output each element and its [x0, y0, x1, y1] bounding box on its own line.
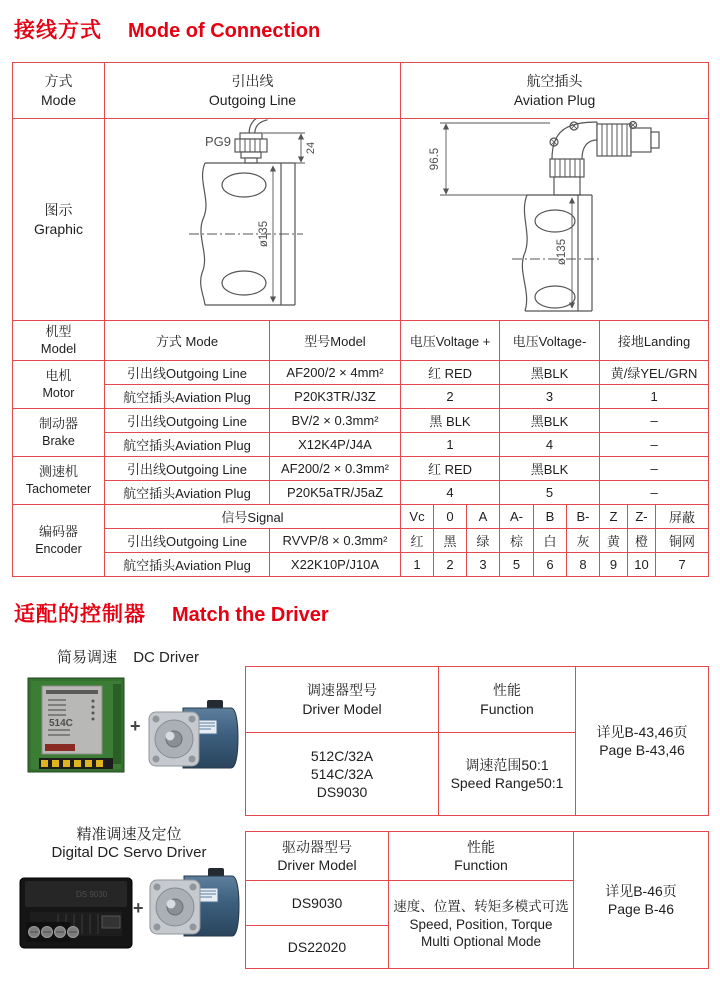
servo-ref-zh: 详见B-46页: [605, 882, 677, 899]
outgoing-line-diagram: [105, 119, 401, 317]
graphic-label-zh: 图示: [44, 202, 73, 219]
dim-96-5: 96.5: [428, 147, 441, 171]
cell-signal: Z: [600, 505, 628, 529]
group-motor: [13, 361, 105, 409]
cell-wire-color: 红: [401, 529, 434, 553]
cell-pin: 6: [534, 553, 567, 577]
dc-models: [246, 733, 439, 816]
cell-model: P20K3TR/J3Z: [270, 385, 401, 409]
servo-page-reference: [574, 832, 709, 969]
cell-signal: B-: [567, 505, 600, 529]
cell-model: X12K4P/J4A: [270, 433, 401, 457]
outgoing-line-diagram-cell: [105, 119, 401, 321]
table-row: [13, 481, 709, 505]
group-brake: [13, 409, 105, 457]
dc-function: [439, 733, 576, 816]
table-row: [13, 321, 709, 361]
col-header-model: 型号Model: [270, 321, 401, 361]
cell-ground: –: [600, 481, 709, 505]
pg9-label: PG9: [204, 134, 231, 149]
dc-driver-label-zh: 简易调速: [57, 649, 118, 666]
plus-sign: +: [133, 898, 144, 918]
group-tachometer-en: Tachometer: [25, 481, 92, 496]
cell-model: RVVP/8 × 0.3mm²: [270, 529, 401, 553]
cell-signal: B: [534, 505, 567, 529]
dim-24: 24: [305, 141, 317, 155]
dc-header-function-zh: 性能: [493, 682, 521, 699]
aviation-plug-diagram-cell: [401, 119, 709, 321]
connection-table: [12, 62, 709, 577]
dc-driver-photo: [25, 674, 127, 783]
servo-function-en2: Multi Optional Mode: [420, 934, 542, 950]
dc-header-model-zh: 调速器型号: [307, 682, 377, 699]
cell-vminus: 黑BLK: [500, 457, 600, 481]
servo-col-header-function: [389, 832, 574, 881]
header-aviation-plug: [401, 63, 709, 119]
dc-header-model-en: Driver Model: [302, 700, 382, 717]
col-model-en: Model: [40, 340, 77, 356]
col-header-mode: 方式 Mode: [105, 321, 270, 361]
table-row: [13, 457, 709, 481]
cell-wire-color: 棕: [500, 529, 534, 553]
section-title2-en: Match the Driver: [172, 604, 329, 626]
cell-ground: –: [600, 457, 709, 481]
section-title-connection: [14, 14, 320, 44]
section-title-en: Mode of Connection: [128, 20, 321, 42]
cell-wire-color: 绿: [467, 529, 500, 553]
cell-vplus: 黑 BLK: [401, 409, 500, 433]
table-row: [13, 385, 709, 409]
servo-function-zh: 速度、位置、转矩多模式可选: [393, 899, 569, 915]
dc-ref-en: Page B-43,46: [599, 742, 685, 758]
cell-mode: 引出线Outgoing Line: [105, 409, 270, 433]
cell-mode: 引出线Outgoing Line: [105, 529, 270, 553]
header-aviation-en: Aviation Plug: [513, 91, 596, 108]
cell-vminus: 黑BLK: [500, 409, 600, 433]
table-row: [13, 63, 709, 119]
cell-vminus: 5: [500, 481, 600, 505]
table-row: [246, 832, 709, 881]
cell-pin: 7: [656, 553, 709, 577]
group-brake-en: Brake: [42, 433, 75, 448]
cell-mode: 航空插头Aviation Plug: [105, 481, 270, 505]
dc-page-reference: [576, 667, 709, 816]
cell-pin: 1: [401, 553, 434, 577]
header-mode: [13, 63, 105, 119]
group-tachometer: [13, 457, 105, 505]
group-tachometer-zh: 测速机: [38, 463, 78, 479]
cell-signal: 0: [434, 505, 467, 529]
table-row: [13, 361, 709, 385]
cell-wire-color: 黑: [434, 529, 467, 553]
cell-pin: 5: [500, 553, 534, 577]
dim-dia135-outgoing: ø135: [258, 220, 270, 248]
dc-function-en: Speed Range50:1: [450, 775, 564, 791]
group-motor-zh: 电机: [45, 367, 72, 383]
header-outgoing-en: Outgoing Line: [208, 91, 297, 108]
cell-pin: 2: [434, 553, 467, 577]
table-row: [13, 119, 709, 321]
dim-dia135-aviation: ø135: [555, 238, 568, 266]
group-encoder-zh: 编码器: [38, 523, 78, 539]
col-header-landing: 接地Landing: [600, 321, 709, 361]
cell-signal: 屏蔽: [656, 505, 709, 529]
col-header-voltage-minus: 电压Voltage-: [500, 321, 600, 361]
dc-ref-zh: 详见B-43,46页: [596, 723, 688, 740]
servo-model-2: DS22020: [246, 926, 389, 969]
dc-motor-photo: [145, 696, 241, 787]
cell-wire-color: 灰: [567, 529, 600, 553]
aviation-plug-diagram: [402, 119, 708, 317]
servo-header-function-zh: 性能: [467, 838, 495, 855]
servo-ref-en: Page B-46: [607, 901, 675, 917]
cell-vplus: 2: [401, 385, 500, 409]
header-mode-en: Mode: [40, 91, 77, 108]
section-title2-zh: 适配的控制器: [14, 603, 146, 626]
cell-wire-color: 铜网: [656, 529, 709, 553]
servo-label-en: Digital DC Servo Driver: [51, 844, 207, 862]
cell-mode: 航空插头Aviation Plug: [105, 433, 270, 457]
header-outgoing-zh: 引出线: [231, 73, 274, 90]
cell-model: AF200/2 × 0.3mm²: [270, 457, 401, 481]
servo-driver-table: [245, 831, 709, 969]
cell-signal: A-: [500, 505, 534, 529]
section-title-zh: 接线方式: [14, 19, 102, 42]
cell-signal: Vc: [401, 505, 434, 529]
cell-model: P20K5aTR/J5aZ: [270, 481, 401, 505]
dc-driver-label-en: DC Driver: [133, 649, 200, 666]
cell-ground: –: [600, 409, 709, 433]
cell-model: AF200/2 × 4mm²: [270, 361, 401, 385]
servo-header-model-en: Driver Model: [277, 857, 357, 873]
cell-wire-color: 橙: [628, 529, 656, 553]
section-title-driver: [14, 598, 329, 628]
cell-wire-color: 白: [534, 529, 567, 553]
cell-pin: 9: [600, 553, 628, 577]
cell-mode: 引出线Outgoing Line: [105, 361, 270, 385]
servo-label-zh: 精准调速及定位: [76, 826, 182, 843]
col-model-zh: 机型: [45, 323, 72, 339]
dc-model-3: DS9030: [316, 784, 368, 801]
cell-vminus: 3: [500, 385, 600, 409]
dc-header-function-en: Function: [480, 700, 534, 717]
cell-vplus: 1: [401, 433, 500, 457]
col-header-model-group: [13, 321, 105, 361]
dc-col-header-function: [439, 667, 576, 733]
dc-col-header-model: [246, 667, 439, 733]
header-aviation-zh: 航空插头: [526, 73, 583, 90]
table-row: [13, 409, 709, 433]
cell-signal-label: 信号Signal: [105, 505, 401, 529]
cell-vplus: 4: [401, 481, 500, 505]
dc-model-1: 512C/32A: [310, 747, 374, 764]
servo-function: [389, 881, 574, 969]
table-row: [13, 553, 709, 577]
cell-vminus: 4: [500, 433, 600, 457]
group-motor-en: Motor: [42, 385, 75, 400]
group-brake-zh: 制动器: [38, 415, 78, 431]
cell-model: BV/2 × 0.3mm²: [270, 409, 401, 433]
servo-header-function-en: Function: [454, 857, 508, 873]
servo-model-1: DS9030: [246, 881, 389, 926]
cell-ground: 1: [600, 385, 709, 409]
servo-board-model-label: DS 9030: [76, 890, 108, 899]
cell-mode: 航空插头Aviation Plug: [105, 553, 270, 577]
table-row: [246, 667, 709, 733]
dc-model-2: 514C/32A: [310, 765, 374, 782]
cell-ground: 黄/绿YEL/GRN: [600, 361, 709, 385]
dc-driver-table: [245, 666, 709, 816]
dc-driver-label: [57, 646, 199, 667]
plus-sign: +: [130, 716, 141, 736]
servo-function-en1: Speed, Position, Torque: [409, 916, 553, 932]
graphic-label-en: Graphic: [33, 220, 84, 237]
table-row: [13, 433, 709, 457]
cell-vminus: 黑BLK: [500, 361, 600, 385]
cell-pin: 3: [467, 553, 500, 577]
cell-mode: 航空插头Aviation Plug: [105, 385, 270, 409]
cell-ground: –: [600, 433, 709, 457]
servo-col-header-model: [246, 832, 389, 881]
header-mode-zh: 方式: [44, 73, 73, 90]
col-header-voltage-plus: 电压Voltage +: [401, 321, 500, 361]
cell-pin: 10: [628, 553, 656, 577]
table-row: [13, 529, 709, 553]
servo-driver-label: [18, 826, 240, 863]
cell-vplus: 红 RED: [401, 457, 500, 481]
group-encoder-en: Encoder: [35, 541, 82, 556]
cell-vplus: 红 RED: [401, 361, 500, 385]
servo-driver-photo: [18, 872, 136, 959]
dc-function-zh: 调速范围50:1: [465, 756, 549, 773]
cell-wire-color: 黄: [600, 529, 628, 553]
servo-header-model-zh: 驱动器型号: [282, 838, 352, 855]
servo-motor-photo: [146, 864, 242, 955]
cell-mode: 引出线Outgoing Line: [105, 457, 270, 481]
dc-board-model-label: 514C: [49, 718, 73, 729]
graphic-label: [13, 119, 105, 321]
cell-pin: 8: [567, 553, 600, 577]
table-row: [13, 505, 709, 529]
cell-signal: Z-: [628, 505, 656, 529]
cell-signal: A: [467, 505, 500, 529]
group-encoder: [13, 505, 105, 577]
cell-model: X22K10P/J10A: [270, 553, 401, 577]
header-outgoing-line: [105, 63, 401, 119]
